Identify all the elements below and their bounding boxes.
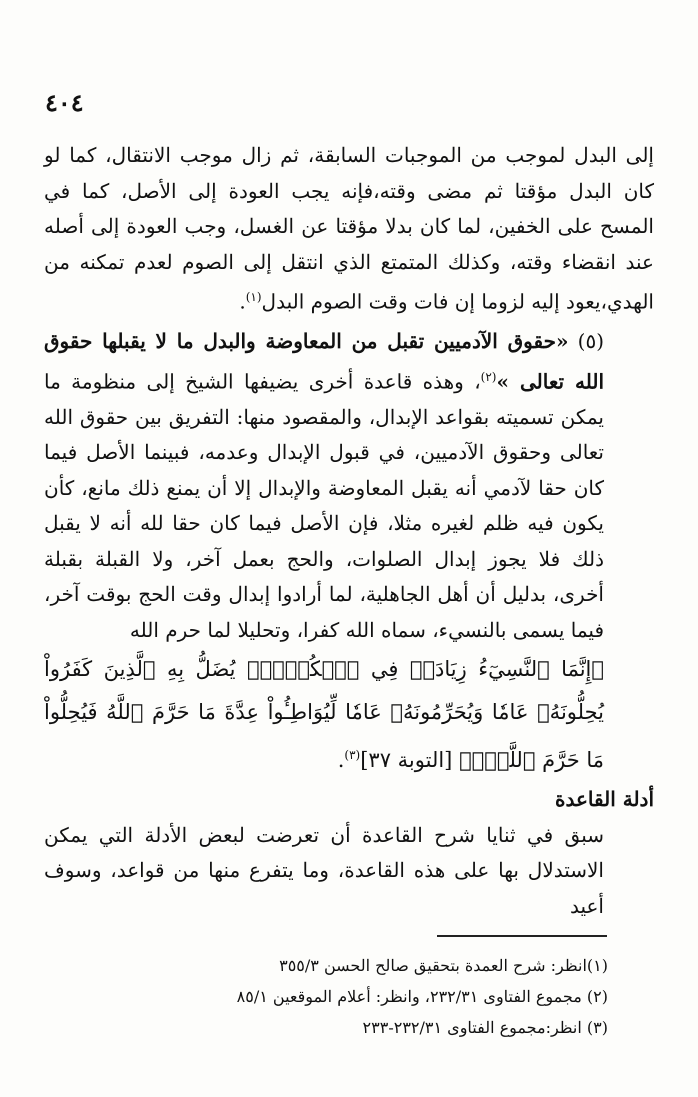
quran-verse: ﴿إِنَّمَا ٱلنَّسِيٓءُ زِيَادَةٞ فِي ٱلۡكُفۡرِۖ يُضَلُّ بِهِ ٱلَّذِينَ كَفَرُواْ يُحِلُّونَهُۥ عَامٗا وَيُحَرِّمُونَهُۥ عَامٗا لِّيُوَاطِـُٔواْ عِدَّةَ مَا حَرَّمَ ٱللَّهُ فَيُحِلُّواْ مَا حَرَّمَ ٱللَّهُۚ﴾ [التوبة ٣٧]$^{(٣)}$. [44,657,604,773]
paragraph-2-text: ، وهذه قاعدة أخرى يضيفها الشيخ إلى منظومة ما يمكن تسميته بقواعد الإبدال، والمقصود منها: التفريق بين حقوق الله تعالى وحقوق الآدميين، في قبول الإبدال وعدمه، فبينما الأصل فيما كان حقا لآدمي أنه يقبل المعاوضة والإبدال إلا أن يمنع ذلك مانع، كأن يكون فيه ظلم لغيره مثلا، فإن الأصل فيما كان حقا لله أنه لا يقبل ذلك فلا يجوز إبدال الصلوات، والحج بعمل آخر، ولا القبلة بقبلة أخرى، بدليل أن أهل الجاهلية، لما أرادوا إبدال وقت الحج بوقت آخر، فيما يسمى بالنسيء، سماه الله كفرا، وتحليلا لما حرم الله [44,369,604,642]
footnotes [128,950,608,1043]
quran-verse-text: ﴿إِنَّمَا ٱلنَّسِيٓءُ زِيَادَةٞ فِي ٱلۡكُفۡرِۖ يُضَلُّ بِهِ ٱلَّذِينَ كَفَرُواْ يُحِلُّونَهُۥ عَامٗا وَيُحَرِّمُونَهُۥ عَامٗا لِّيُوَاطِـُٔواْ عِدَّةَ مَا حَرَّمَ ٱللَّهُ فَيُحِلُّواْ مَا حَرَّمَ ٱللَّهُۚ﴾ [44,657,604,773]
footnote-1: (١)انظر: شرح العمدة بتحقيق صالح الحسن ٣٥٥/٣ [279,956,608,975]
rule-statement: «حقوق الآدميين تقبل من المعاوضة والبدل ما لا يقبلها حقوق الله تعالى » [44,329,605,394]
paragraph-3: سبق في ثنايا شرح القاعدة أن تعرضت لبعض الأدلة التي يمكن الاستدلال بها على هذه القاعدة، وما يتفرع منها من قواعد، وسوف أعيد [44,822,604,918]
quran-citation: [التوبة ٣٧] [360,748,453,773]
page-number: ٤٠٤ [45,88,84,117]
footnote-3: (٣) انظر:مجموع الفتاوى ٢٣٢/٣١-٢٣٣ [362,1018,608,1037]
footnote-ref-3: (٣) [344,748,361,763]
paragraph-2 [44,324,654,782]
paragraph-1-text: إلى البدل لموجب من الموجبات السابقة، ثم زال موجب الانتقال، كما لو كان البدل مؤقتا ثم مضى وقته،فإنه يجب العودة إلى الأصل، كما في المسح على الخفين، لما كان بدلا مؤقتا عن الغسل، وجب العودة إلى أصله عند انقضاء وقته، وكذلك المتمتع الذي انتقل إلى الصوم لعدم تمكنه من الهدي،يعود إليه لزوما إن فات وقت الصوم البدل [44,143,654,314]
body-text [44,138,654,924]
footnote-divider [437,935,607,937]
footnote-ref-2: (٢) [480,369,497,384]
footnote-ref-1: (١) [245,290,262,304]
section-heading: أدلة القاعدة [554,787,654,812]
paragraph-1: إلى البدل لموجب من الموجبات السابقة، ثم زال موجب الانتقال، كما لو كان البدل مؤقتا ثم مضى وقته،فإنه يجب العودة إلى الأصل، كما في المسح على الخفين، لما كان بدلا مؤقتا عن الغسل، وجب العودة إلى أصله عند انقضاء وقته، وكذلك المتمتع الذي انتقل إلى الصوم لعدم تمكنه من الهدي،يعود إليه لزوما إن فات وقت الصوم البدل$^{(١)}$. [44,143,654,314]
footnote-2: (٢) مجموع الفتاوى ٢٣٢/٣١، وانظر: أعلام الموقعين ٨٥/١ [236,987,608,1006]
rule-number: (٥) [577,329,605,354]
